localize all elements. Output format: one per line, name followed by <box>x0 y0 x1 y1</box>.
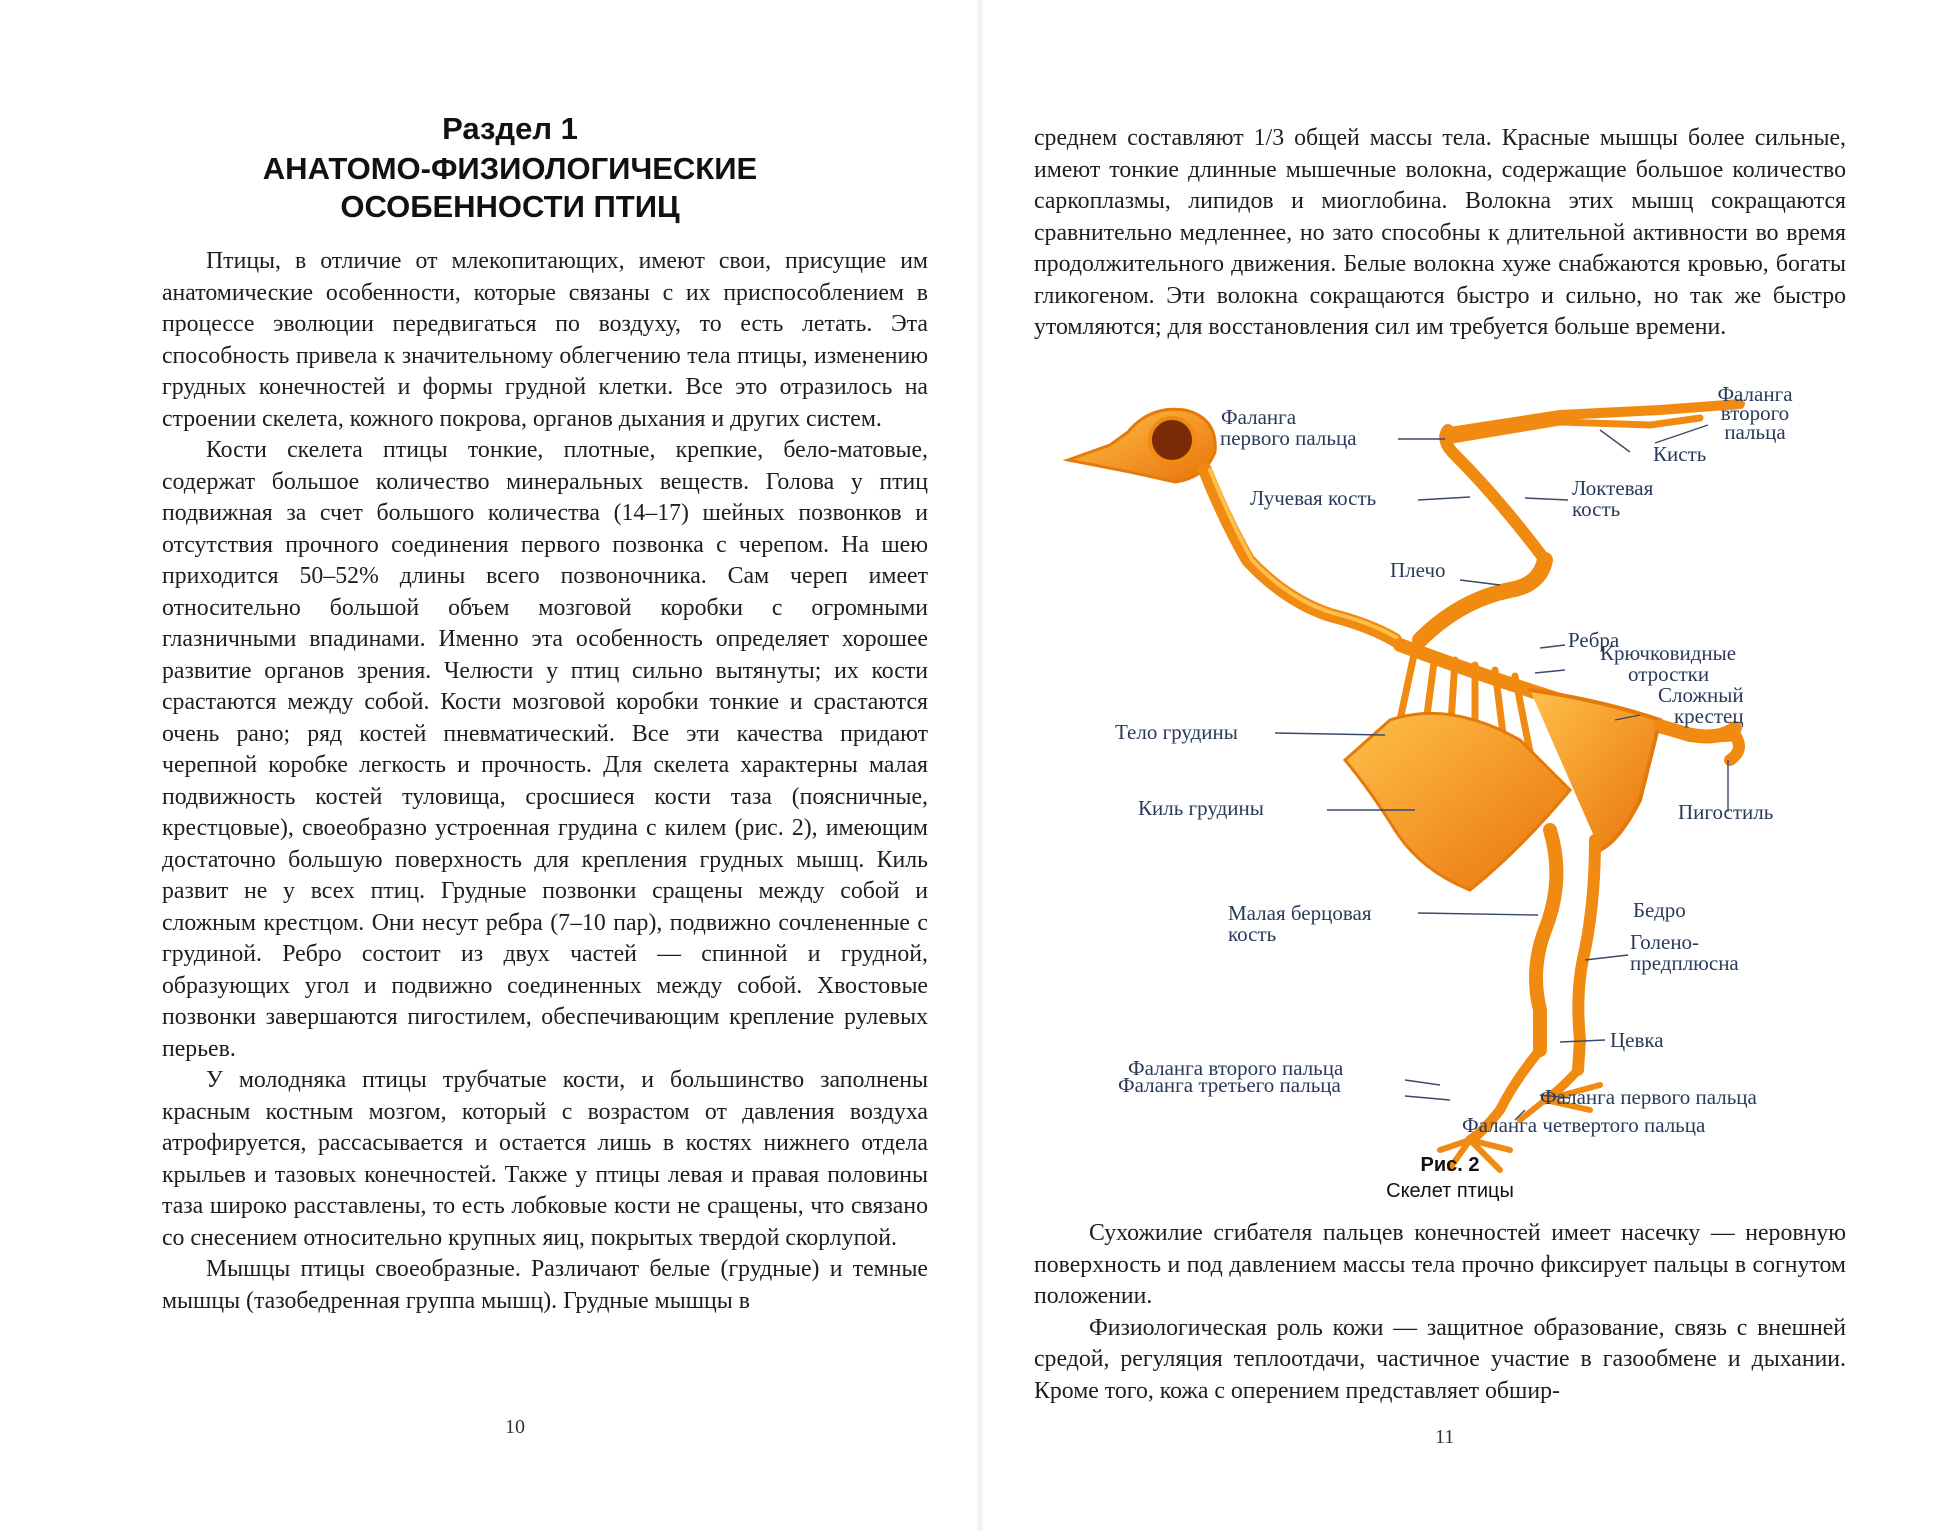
figure-number: Рис. 2 <box>1420 1154 1480 1176</box>
right-text-bottom <box>1034 1218 1846 1407</box>
label-sternum-keel: Киль грудины <box>1138 796 1264 820</box>
label-toe-fourth: Фаланга четвертого пальца <box>1462 1113 1706 1137</box>
paragraph: среднем составляют 1/3 общей массы тела. Красные мышцы более сильные, имеют тонкие длинные мышечные волокна, содержащие большое количество саркоплазмы, липидов и миоглобина. Волокна этих мышц сокращаются сравнительно медленнее, но зато способны к длительной активности во время продолжительного движения. Белые волокна хуже снабжаются кровью, богаты гликогеном. Эти волокна сокращаются быстро и сильно, но так же быстро утомляются; для восстановления сил им требуется больше времени. <box>1034 125 1846 340</box>
label-toe-third: Фаланга третьего пальца <box>1118 1073 1341 1097</box>
section-title-line1: АНАТОМО-ФИЗИОЛОГИЧЕСКИЕ <box>262 151 758 186</box>
label-synsacrum: Сложный крестец <box>1658 683 1744 728</box>
paragraph: Мышцы птицы своеобразные. Различают белые (грудные) и темные мышцы (тазобедренная группа мышц). Грудные мышцы в <box>162 1256 928 1314</box>
label-toe-second: Фаланга второго пальца <box>1128 1056 1344 1080</box>
label-hand: Кисть <box>1653 442 1707 466</box>
label-shoulder: Плечо <box>1390 558 1446 582</box>
label-pygostyle: Пигостиль <box>1678 800 1774 824</box>
label-ulna: Локтевая кость <box>1572 476 1654 521</box>
label-radius: Лучевая кость <box>1250 486 1377 510</box>
label-phalanx-second-finger: Фаланга второго пальца <box>1717 382 1793 444</box>
label-tibiotarsus: Голено- предплюсна <box>1630 930 1739 975</box>
figure-title: Скелет птицы <box>1386 1180 1514 1202</box>
paragraph: Кости скелета птицы тонкие, плотные, крепкие, бело-матовые, содержат большое количество минеральных веществ. Голова у птиц подвижная за счет большого количества (14–17) шейных позвонков и отсутствия прочного соединения первого позвонка с черепом. На шею приходится 50–52% длины всего позвоночника. Сам череп имеет относительно большой объем мозговой коробки с огромными глазничными впадинами. Именно эта особенность определяет хорошее развитие органов зрения. Челюсти у птиц сильно вытянуты; их кости срастаются между собой. Кости мозговой коробки тонкие и срастаются очень рано; ряд костей пневматический. Все эти качества придают черепной коробке легкость и прочность. Для скелета характерны малая подвижность костей туловища, сросшиеся кости таза (поясничные, крестцовые), своеобразно устроенная грудина с килем (рис. 2), имеющим достаточно большую поверхность для крепления грудных мышц. Киль развит не у всех птиц. Грудные позвонки сращены между собой и сложным крестцом. Они несут ребра (7–10 пар), подвижно сочлененные с грудиной. Ребро состоит из двух частей — спинной и грудной, образующих угол и подвижно соединенных между собой. Хвостовые позвонки завершаются пигостилем, обеспечивающим крепление рулевых перьев. <box>162 437 928 1062</box>
paragraph: Физиологическая роль кожи — защитное образование, связь с внешней средой, регуляция теплоотдачи, частичное участие в газообмене и дыхании. Кроме того, кожа с оперением представляет обшир- <box>1034 1314 1846 1404</box>
label-ribs: Ребра <box>1568 628 1620 652</box>
label-sternum-body: Тело грудины <box>1115 720 1238 744</box>
label-tarsometatarsus: Цевка <box>1610 1028 1664 1052</box>
label-phalanx-first-finger: Фаланга первого пальца <box>1220 405 1357 450</box>
section-title-line2: ОСОБЕННОСТИ ПТИЦ <box>340 189 680 224</box>
paragraph: Сухожилие сгибателя пальцев конечностей имеет насечку — неровную поверхность и под давлением массы тела прочно фиксирует пальцы в согнутом положении. <box>1034 1220 1846 1309</box>
label-femur: Бедро <box>1633 898 1686 922</box>
label-fibula: Малая берцовая кость <box>1228 901 1372 946</box>
section-number: Раздел 1 <box>442 111 578 146</box>
paragraph: Птицы, в отличие от млекопитающих, имеют свои, присущие им анатомические особенности, которые связаны с их приспособлением в процессе эволюции передвигаться по воздуху, то есть летать. Эта способность привела к значительному облегчению тела птицы, изменению грудных конечностей и формы грудной клетки. Все это отразилось на строении скелета, кожного покрова, органов дыхания и других систем. <box>162 248 928 432</box>
label-hooked-processes: Крючковидные отростки <box>1600 641 1737 686</box>
label-toe-first: Фаланга первого пальца <box>1540 1085 1757 1109</box>
page-number-left: 10 <box>505 1416 525 1438</box>
page-number-right: 11 <box>1435 1426 1455 1448</box>
paragraph: У молодняка птицы трубчатые кости, и большинство заполнены красным костным мозгом, который с возрастом от давления воздуха атрофируется, рассасывается и остается лишь в костях нижнего отдела крыльев и тазовых конечностей. Также у птицы левая и правая половины таза широко расставлены, то есть лобковые кости не сращены, что связано со снесением относительно крупных яиц, покрытых твердой скорлупой. <box>162 1067 928 1251</box>
